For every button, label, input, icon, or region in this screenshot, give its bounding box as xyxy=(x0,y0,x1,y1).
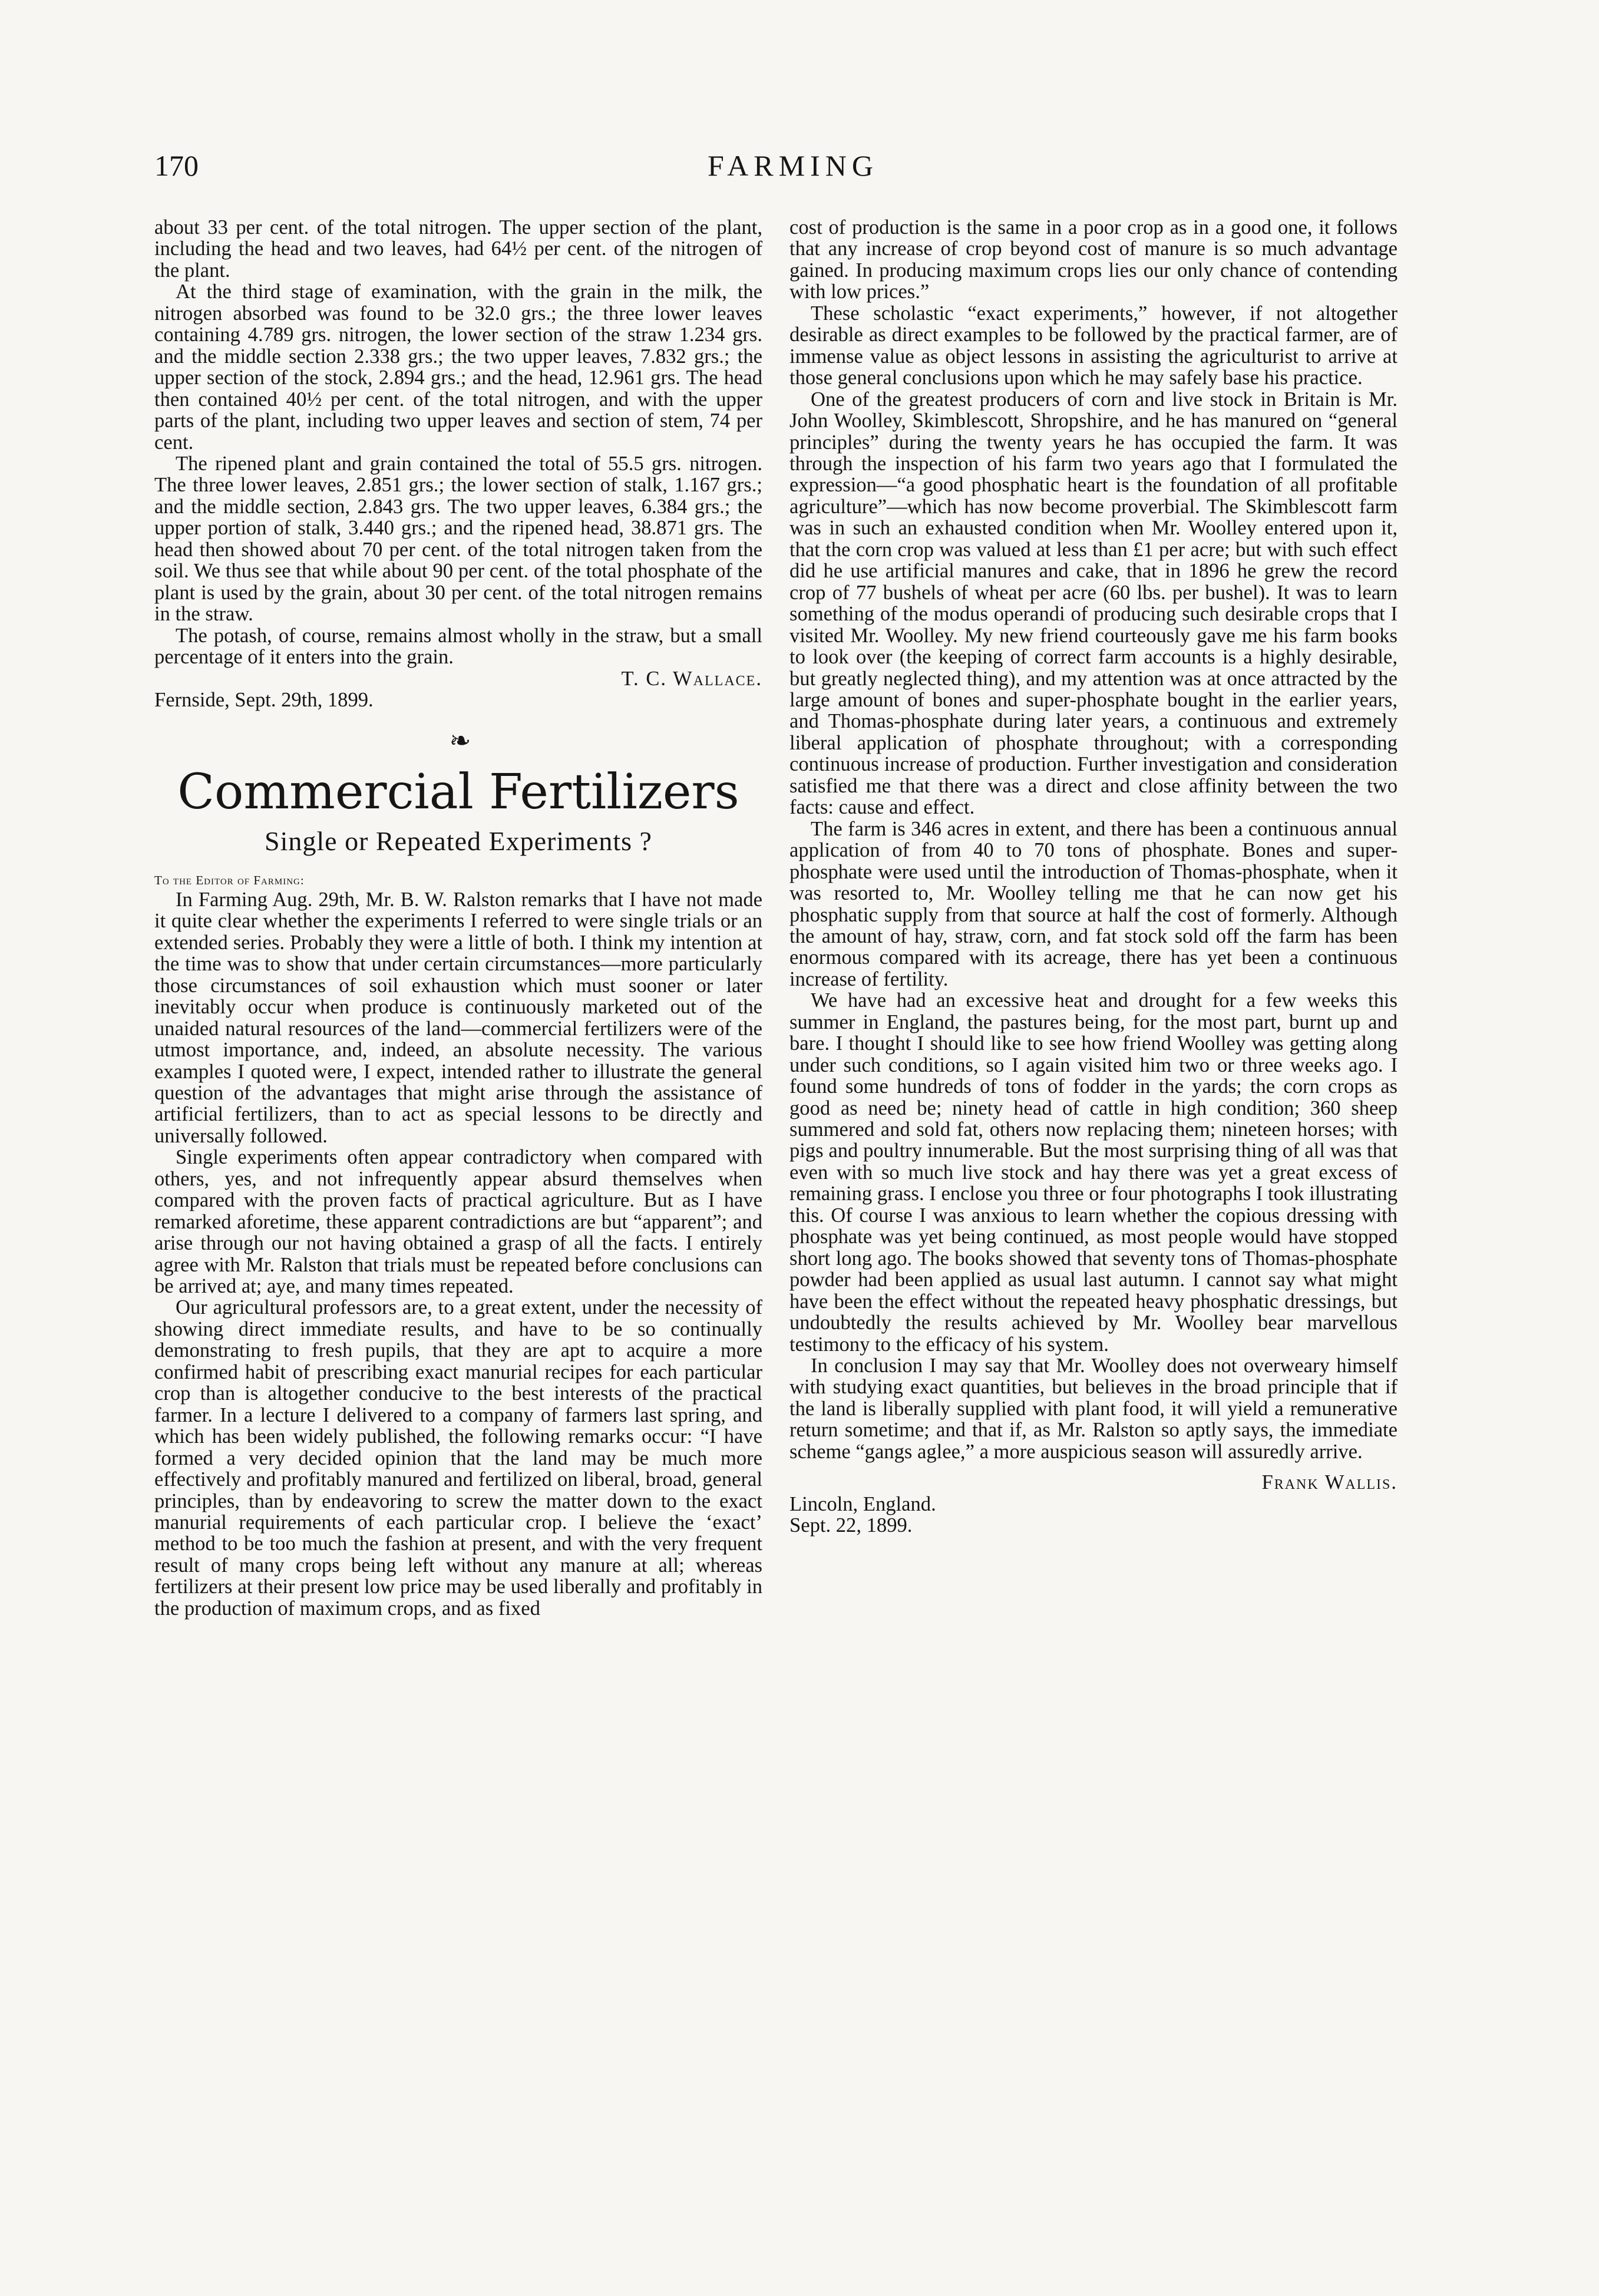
body-paragraph: Single experiments often appear contradictory when compared with others, yes, and not infrequently appear absurd themselves when compared with the proven facts of practical agriculture. But as I have remarked aforetime, these apparent contradictions are but “apparent”; and arise through our not having obtained a grasp of all the facts. I entirely agree with Mr. Ralston that trials must be repeated before conclusions can be arrived at; aye, and many times repeated. xyxy=(154,1146,762,1298)
signoff-date: Sept. 22, 1899. xyxy=(789,1514,913,1537)
body-paragraph: We have had an excessive heat and drought for a few weeks this summer in England, the pastures being, for the most part, burnt up and bare. I thought I should like to see how friend Woolley was getting along under such conditions, so I again visited him two or three weeks ago. I found some hundreds of tons of fodder in the yards; the corn crops as good as need be; ninety head of cattle in high condition; 360 sheep summered and sold fat, others now replacing them; nineteen horses; with pigs and poultry innumerable. But the most surprising thing of all was that even with so much live stock and hay there was yet a great excess of remaining grass. I enclose you three or four photographs I took illustrating this. Of course I was anxious to learn whether the copious dressing with phosphate was yet being continued, as most people would have stopped short long ago. The books showed that seventy tons of Thomas-phosphate powder had been applied as usual last autumn. I cannot say what might have been the effect without the repeated heavy phosphatic dressings, but undoubtedly the results achieved by Mr. Woolley bear marvellous testimony to the efficacy of his system. xyxy=(789,989,1398,1356)
author-signature: Frank Wallis. xyxy=(1261,1471,1398,1494)
body-paragraph: The ripened plant and grain contained the total of 55.5 grs. nitrogen. The three lower leaves, 2.851 grs.; the lower section of stalk, 1.167 grs.; and the middle section, 2.843 grs. The two upper leaves, 6.384 grs.; the upper portion of stalk, 3.440 grs.; and the ripened head, 38.871 grs. The head then showed about 70 per cent. of the total nitrogen taken from the soil. We thus see that while about 90 per cent. of the total phosphate of the plant is used by the grain, about 30 per cent. of the total nitrogen remains in the straw. xyxy=(154,452,762,626)
signoff-place: Lincoln, England. xyxy=(789,1492,936,1515)
right-column xyxy=(789,217,1398,1537)
running-title: FARMING xyxy=(708,149,878,182)
fleuron-ornament-icon: ❧ xyxy=(449,726,468,756)
salutation: To the Editor of Farming: xyxy=(154,873,305,887)
author-signature: T. C. Wallace. xyxy=(621,667,762,690)
body-paragraph: In Farming Aug. 29th, Mr. B. W. Ralston remarks that I have not made it quite clear whether the experiments I referred to were single trials or an extended series. Probably they were a little of both. I think my intention at the time was to show that under certain circumstances—more particularly those circumstances of soil exhaustion which must sooner or later inevitably occur when produce is continuously marketed out of the unaided natural resources of the land—commercial fertilizers were of the utmost importance, and, indeed, an absolute necessity. The various examples I quoted were, I expect, intended rather to illustrate the general question of the advantages that might arise through the assistance of artificial fertilizers, than to act as special lessons to be directly and universally followed. xyxy=(154,888,762,1147)
body-paragraph: At the third stage of examination, with the grain in the milk, the nitrogen absorbed was found to be 32.0 grs.; the three lower leaves containing 4.789 grs. nitrogen, the lower section of the straw 1.234 grs. and the middle section 2.338 grs.; the two upper leaves, 7.832 grs.; the upper section of the stock, 2.894 grs.; and the head, 12.961 grs. The head then contained 40½ per cent. of the total nitrogen, and with the upper parts of the plant, including two upper leaves and section of stem, 74 per cent. xyxy=(154,280,762,454)
page-header xyxy=(154,148,1432,190)
body-paragraph: In conclusion I may say that Mr. Woolley does not overweary himself with studying exact quantities, but believes in the broad principle that if the land is liberally supplied with plant food, it will yield a remunerative return sometime; and that if, as Mr. Ralston so aptly says, the immediate scheme “gangs aglee,” a more auspicious season will assuredly arrive. xyxy=(789,1355,1398,1463)
dateline: Fernside, Sept. 29th, 1899. xyxy=(154,688,374,711)
article-title: Commercial Fertilizers xyxy=(177,764,739,820)
letter-signoff xyxy=(789,1472,1398,1536)
body-paragraph: about 33 per cent. of the total nitrogen. The upper section of the plant, including the head and two leaves, had 64½ per cent. of the nitrogen of the plant. xyxy=(154,216,762,282)
body-paragraph: These scholastic “exact experiments,” however, if not altogether desirable as direct examples to be followed by the practical farmer, are of immense value as object lessons in assisting the agriculturist to arrive at those general conclusions upon which he may safely base his practice. xyxy=(789,302,1398,389)
body-paragraph: The farm is 346 acres in extent, and there has been a continuous annual application of from 40 to 70 tons of phosphate. Bones and super-phosphate were used until the introduction of Thomas-phosphate, when it was resorted to, Mr. Woolley telling me that he can now get his phosphatic supply from that source at half the cost of formerly. Although the amount of hay, straw, corn, and fat stock sold off the farm has been enormous compared with its acreage, there has yet been a continuous increase of fertility. xyxy=(789,817,1398,990)
left-column xyxy=(154,217,762,1619)
body-paragraph: cost of production is the same in a poor crop as in a good one, it follows that any increase of crop beyond cost of manure is so much advantage gained. In producing maximum crops lies our only chance of contending with low prices.” xyxy=(789,216,1398,303)
page-number: 170 xyxy=(154,149,199,182)
article-subtitle: Single or Repeated Experiments ? xyxy=(265,825,652,856)
body-paragraph: One of the greatest producers of corn and live stock in Britain is Mr. John Woolley, Skimblescott, Shropshire, and he has manured on “general principles” during the twenty years he has occupied the farm. It was through the inspection of his farm two years ago that I formulated the expression—“a good phosphatic heart is the foundation of all profitable agriculture”—which has now become proverbial. The Skimblescott farm was in such an exhausted condition when Mr. Woolley entered upon it, that the corn crop was valued at less than £1 per acre; but with such effect did he use artificial manures and cake, that in 1896 he grew the record crop of 77 bushels of wheat per acre (60 lbs. per bushel). It was to learn something of the modus operandi of producing such desirable crops that I visited Mr. Woolley. My new friend courteously gave me his farm books to look over (the keeping of correct farm accounts is a highly desirable, but greatly neglected thing), and my attention was at once attracted by the large amount of bones and super-phosphate bought in the earlier years, and Thomas-phosphate during later years, a continuous and extremely liberal application of phosphate throughout; with a corresponding continuous increase of production. Further investigation and consideration satisfied me that there was a direct and close affinity between the two facts: cause and effect. xyxy=(789,388,1398,819)
body-paragraph: The potash, of course, remains almost wholly in the straw, but a small percentage of it enters into the grain. xyxy=(154,624,762,669)
body-paragraph: Our agricultural professors are, to a great extent, under the necessity of showing direct immediate results, and have to be so continually demonstrating to fresh pupils, that they are apt to acquire a more confirmed habit of prescribing exact manurial recipes for each particular crop than is altogether conducive to the best interests of the practical farmer. In a lecture I delivered to a company of farmers last spring, and which has been widely published, the following remarks occur: “I have formed a very decided opinion that the land may be much more effectively and profitably manured and fertilized on liberal, broad, general principles, than by endeavoring to screw the matter down to the exact manurial requirements of each particular crop. I believe the ‘exact’ method to be too much the fashion at present, and with the very frequent result of many crops being left without any manure at all; whereas fertilizers at their present low price may be used liberally and profitably in the production of maximum crops, and as fixed xyxy=(154,1296,762,1620)
